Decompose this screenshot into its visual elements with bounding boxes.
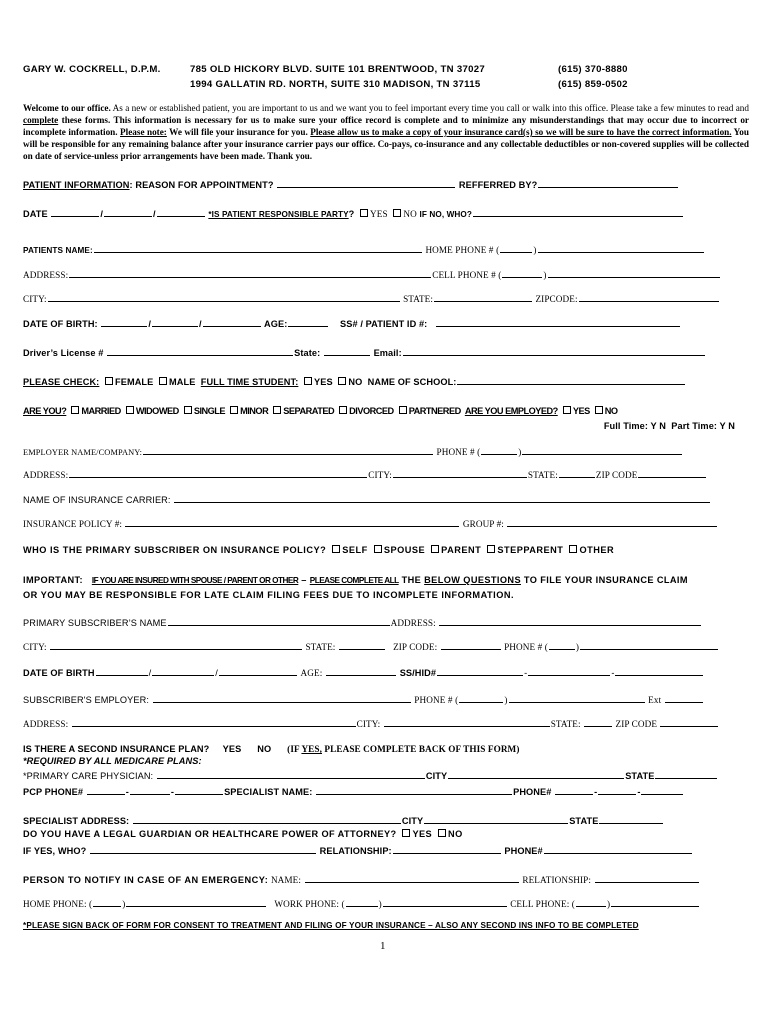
employed-no-checkbox[interactable] [595, 406, 603, 414]
guardian-relationship-field[interactable] [393, 845, 501, 854]
dob-label: DATE OF BIRTH: [23, 319, 98, 329]
welcome-complete: complete [23, 115, 59, 125]
drivers-license-field[interactable] [107, 347, 293, 356]
married-label: MARRIED [81, 406, 121, 416]
subscriber-employer-city-label: CITY: [356, 719, 381, 729]
second-insurance-row [23, 744, 747, 755]
guardian-phone-field[interactable] [544, 845, 692, 854]
pcp-phone-label: PCP PHONE# [23, 787, 84, 797]
subscriber-age-label: AGE: [300, 668, 323, 678]
dob-row: DATE OF BIRTH: / / AGE: SS# / PATIENT ID #: [23, 318, 747, 330]
primary-care-label: *PRIMARY CARE PHYSICIAN: [23, 771, 154, 781]
group-field[interactable] [507, 518, 717, 527]
office-phone-1: (615) 370-8880 [558, 64, 628, 75]
email-label: Email: [373, 348, 402, 358]
emergency-label: PERSON TO NOTIFY IN CASE OF AN EMERGENCY: [23, 875, 269, 885]
pcp-phone-3-field[interactable] [175, 786, 223, 795]
important-row-2: OR YOU MAY BE RESPONSIBLE FOR LATE CLAIM FILING FEES DUE TO INCOMPLETE INFORMATION. [23, 590, 515, 600]
specialist-state-field[interactable] [599, 815, 663, 824]
primary-subscriber-name-field[interactable] [168, 617, 390, 626]
ss-hid-field-3[interactable] [615, 667, 703, 676]
employed-label: ARE YOU EMPLOYED? [464, 406, 558, 416]
city-label: CITY: [23, 294, 47, 304]
employer-address-row [23, 469, 747, 481]
insurance-carrier-label: NAME OF INSURANCE CARRIER: [23, 495, 171, 505]
emergency-home-phone-field[interactable] [126, 898, 266, 907]
partnered-checkbox[interactable] [399, 406, 407, 414]
minor-label: MINOR [240, 406, 269, 416]
zipcode-label: ZIPCODE: [535, 294, 578, 304]
emergency-contact-row [23, 874, 747, 886]
if-yes-word: YES, [301, 744, 323, 754]
guardian-phone-label: PHONE# [504, 846, 543, 856]
ss-hid-field-2[interactable] [528, 667, 610, 676]
employer-phone-area-field[interactable] [481, 446, 517, 455]
primary-care-row [23, 770, 747, 782]
employer-address-label: ADDRESS: [23, 470, 69, 480]
cell-phone-area-field[interactable] [502, 269, 542, 278]
welcome-text-4: You will be responsible for any remaining balance after your insurance carrier pays our office. [23, 127, 750, 149]
emergency-work-phone-label: WORK PHONE: [274, 899, 340, 909]
subscriber-employer-address-row [23, 718, 747, 730]
insurance-carrier-row [23, 494, 747, 506]
subscriber-employer-zip-field[interactable] [660, 718, 718, 727]
primary-subscriber-question: WHO IS THE PRIMARY SUBSCRIBER ON INSURANCE POLICY? [23, 545, 327, 555]
specialist-name-label: SPECIALIST NAME: [224, 787, 313, 797]
welcome-card-copy: Please allow us to make a copy of your insurance card(s) so we will be sure to have the correct information. [310, 127, 732, 137]
subscriber-employer-address-field[interactable] [72, 718, 356, 727]
welcome-text-1: As a new or established patient, you are important to us and we want you to feel important every time you call or walk into this office. Please take a few minutes to read and [110, 103, 749, 113]
welcome-please-note: Please note: [120, 127, 167, 137]
subscriber-address-label: ADDRESS: [390, 618, 436, 628]
dl-state-field[interactable] [324, 347, 370, 356]
welcome-text-2: these forms. This information is necessary for us to make sure your office record is complete and to minimize any misunderstandings that may occur due to incorrect or incomplete information. [23, 115, 749, 137]
separated-label: SEPARATED [283, 406, 335, 416]
pcp-state-field[interactable] [655, 770, 717, 779]
insurance-policy-field[interactable] [125, 518, 459, 527]
subscriber-employer-row: SUBSCRIBER'S EMPLOYER: PHONE # ( ) Ext [23, 694, 747, 706]
employer-field[interactable] [143, 446, 433, 455]
patients-name-label: PATIENTS NAME: [23, 246, 93, 255]
city-row [23, 293, 747, 305]
pcp-phone-row: PCP PHONE# - - SPECIALIST NAME: PHONE# - - [23, 786, 747, 798]
group-label: GROUP #: [462, 519, 504, 529]
subscriber-state-label: STATE: [305, 642, 336, 652]
widowed-checkbox[interactable] [126, 406, 134, 414]
emergency-work-area-field[interactable] [346, 898, 378, 907]
email-field[interactable] [403, 347, 705, 356]
other-label: OTHER [579, 545, 615, 555]
welcome-paragraph [23, 102, 749, 162]
responsible-yes-label: YES [370, 209, 388, 219]
important-below-questions: BELOW QUESTIONS [424, 575, 521, 585]
emergency-cell-phone-label: CELL PHONE: [510, 899, 570, 909]
pcp-city-label: CITY [425, 771, 448, 781]
specialist-phone-2-field[interactable] [598, 786, 636, 795]
student-no-label: NO [348, 377, 363, 387]
emergency-cell-phone-field[interactable] [611, 898, 699, 907]
second-plan-yes[interactable]: YES [222, 744, 242, 754]
employer-address-field[interactable] [69, 469, 367, 478]
specialist-address-field[interactable] [133, 815, 401, 824]
dob-year-field[interactable] [203, 318, 261, 327]
doctor-name: GARY W. COCKRELL, D.P.M. [23, 64, 161, 75]
important-dash: – [298, 575, 310, 585]
office-address-1: 785 OLD HICKORY BLVD. SUITE 101 BRENTWOOD, TN 37027 [190, 64, 486, 75]
subscriber-phone-area-field[interactable] [549, 641, 575, 650]
date-day-field[interactable] [104, 208, 152, 217]
home-phone-area-field[interactable] [500, 244, 532, 253]
welcome-text-5: Co-pays, co-insurance and any collectable deductibles or non-covered supplies will be collected on date of service-unless prior arrangements have been made. Thank you. [23, 139, 749, 161]
parent-label: PARENT [441, 545, 482, 555]
partnered-label: PARTNERED [408, 406, 461, 416]
state-field[interactable] [434, 293, 532, 302]
subscriber-city-field[interactable] [50, 641, 302, 650]
if-no-who-label: IF NO, WHO? [419, 210, 472, 219]
guardian-relationship-label: RELATIONSHIP: [319, 846, 392, 856]
employer-state-field[interactable] [559, 469, 595, 478]
primary-care-field[interactable] [157, 770, 425, 779]
guardian-who-field[interactable] [90, 845, 316, 854]
important-label: IMPORTANT: [23, 575, 83, 585]
employment-time-row [23, 421, 735, 432]
employer-zip-field[interactable] [638, 469, 706, 478]
ext-label: Ext [648, 695, 662, 705]
full-time-student-label: FULL TIME STUDENT: [200, 377, 299, 387]
zipcode-field[interactable] [579, 293, 719, 302]
pcp-phone-1-field[interactable] [87, 786, 125, 795]
office-phones [558, 62, 628, 92]
parent-checkbox[interactable] [431, 545, 439, 553]
important-row-1 [23, 575, 747, 586]
subscriber-dob-year-field[interactable] [219, 667, 297, 676]
student-no-checkbox[interactable] [338, 377, 346, 385]
subscriber-employer-state-field[interactable] [584, 718, 612, 727]
guardian-question: DO YOU HAVE A LEGAL GUARDIAN OR HEALTHCARE POWER OF ATTORNEY? [23, 829, 397, 839]
subscriber-dob-month-field[interactable] [96, 667, 148, 676]
employed-yes-label: YES [572, 406, 590, 416]
specialist-address-row [23, 815, 747, 827]
date-month-field[interactable] [51, 208, 99, 217]
address-field[interactable] [69, 269, 431, 278]
subscriber-zip-field[interactable] [441, 641, 501, 650]
specialist-state-label: STATE [569, 816, 599, 826]
employer-phone-label: PHONE # [436, 447, 475, 457]
referred-label: REFFERRED BY? [458, 180, 538, 190]
specialist-city-label: CITY [401, 816, 424, 826]
employer-city-field[interactable] [393, 469, 527, 478]
separated-checkbox[interactable] [273, 406, 281, 414]
male-label: MALE [169, 377, 196, 387]
emergency-relationship-field[interactable] [595, 874, 699, 883]
ss-patient-id-label: SS# / PATIENT ID #: [340, 319, 428, 329]
specialist-city-field[interactable] [424, 815, 568, 824]
guardian-yes-label: YES [412, 829, 433, 839]
female-checkbox[interactable] [105, 377, 113, 385]
emergency-home-phone-label: HOME PHONE: [23, 899, 87, 909]
subscriber-employer-city-field[interactable] [384, 718, 550, 727]
stepparent-label: STEPPARENT [497, 545, 564, 555]
referred-field[interactable] [538, 179, 678, 188]
page-number: 1 [380, 940, 386, 952]
school-name-field[interactable] [457, 376, 685, 385]
subscriber-dob-day-field[interactable] [152, 667, 214, 676]
subscriber-city-label: CITY: [23, 642, 47, 652]
emergency-cell-area-field[interactable] [576, 898, 606, 907]
date-row: DATE / / *IS PATIENT RESPONSIBLE PARTY? YES NO IF NO, WHO? [23, 208, 747, 220]
subscriber-phone-label: PHONE # [504, 642, 543, 652]
widowed-label: WIDOWED [135, 406, 179, 416]
important-late-fees: OR YOU MAY BE RESPONSIBLE FOR LATE CLAIM FILING FEES DUE TO INCOMPLETE INFORMATION [23, 590, 511, 600]
subscriber-dob-row: DATE OF BIRTH / / AGE: SS/HID# - - [23, 667, 747, 679]
important-insured-text: IF YOU ARE INSURED WITH SPOUSE / PARENT OR OTHER [91, 576, 299, 585]
male-checkbox[interactable] [159, 377, 167, 385]
patients-name-field[interactable] [94, 244, 422, 253]
medicare-required-note: *REQUIRED BY ALL MEDICARE PLANS: [23, 756, 202, 766]
sign-back-note [23, 920, 747, 931]
subscriber-employer-phone-field[interactable] [509, 694, 645, 703]
stepparent-checkbox[interactable] [487, 545, 495, 553]
responsible-party-label: *IS PATIENT RESPONSIBLE PARTY [208, 210, 349, 219]
dl-state-label: State: [294, 348, 321, 358]
self-label: SELF [342, 545, 368, 555]
responsible-no-label: NO [403, 209, 417, 219]
office-address-2: 1994 GALLATIN RD. NORTH, SUITE 310 MADISON, TN 37115 [190, 79, 481, 90]
subscriber-state-field[interactable] [339, 641, 385, 650]
primary-subscriber-question-row [23, 545, 747, 556]
patient-info-row [23, 179, 747, 191]
are-you-label: ARE YOU? [23, 406, 67, 416]
student-yes-label: YES [314, 377, 333, 387]
subscriber-employer-address-label: ADDRESS: [23, 719, 69, 729]
subscriber-employer-zip-label: ZIP CODE [615, 719, 658, 729]
reason-field[interactable] [277, 179, 455, 188]
part-time-label[interactable]: Part Time: Y N [671, 421, 735, 431]
medicare-note-row [23, 756, 747, 767]
important-file-claim: TO FILE YOUR INSURANCE CLAIM [520, 575, 688, 585]
female-label: FEMALE [115, 377, 154, 387]
patient-info-heading: PATIENT INFORMATION [23, 180, 130, 190]
ss-hid-field-1[interactable] [437, 667, 523, 676]
home-phone-label: HOME PHONE # [425, 245, 494, 255]
second-plan-no[interactable]: NO [257, 744, 272, 754]
emergency-work-phone-field[interactable] [383, 898, 507, 907]
pcp-phone-2-field[interactable] [130, 786, 170, 795]
insurance-policy-label: INSURANCE POLICY #: [23, 519, 123, 529]
date-label: DATE [23, 209, 48, 219]
if-no-who-field[interactable] [473, 208, 683, 217]
employed-yes-checkbox[interactable] [563, 406, 571, 414]
drivers-license-label: Driver’s License # [23, 348, 104, 358]
ss-patient-id-field[interactable] [436, 318, 680, 327]
minor-checkbox[interactable] [230, 406, 238, 414]
insurance-carrier-field[interactable] [174, 494, 710, 503]
self-checkbox[interactable] [332, 545, 340, 553]
date-year-field[interactable] [157, 208, 205, 217]
subscriber-employer-field[interactable] [153, 694, 411, 703]
subscriber-zip-label: ZIP CODE: [393, 642, 438, 652]
pcp-city-field[interactable] [448, 770, 624, 779]
subscriber-employer-label: SUBSCRIBER'S EMPLOYER: [23, 695, 149, 705]
subscriber-city-row: CITY: STATE: ZIP CODE: PHONE # ( ) [23, 641, 747, 653]
emergency-home-area-field[interactable] [93, 898, 121, 907]
married-checkbox[interactable] [71, 406, 79, 414]
address-row: ADDRESS: CELL PHONE # ( ) [23, 269, 747, 281]
cell-phone-label: CELL PHONE # [432, 270, 496, 280]
employer-city-label: CITY: [368, 470, 392, 480]
subscriber-address-field[interactable] [439, 617, 701, 626]
insurance-policy-row [23, 518, 747, 530]
single-checkbox[interactable] [184, 406, 192, 414]
employer-label: EMPLOYER NAME/COMPANY: [23, 448, 143, 457]
subscriber-employer-state-label: STATE: [550, 719, 581, 729]
employer-row: EMPLOYER NAME/COMPANY: PHONE # ( ) [23, 446, 747, 458]
ss-hid-label: SS/HID# [399, 668, 437, 678]
emergency-name-label: NAME: [270, 875, 302, 885]
emergency-relationship-label: RELATIONSHIP: [522, 875, 592, 885]
state-label: STATE: [403, 294, 434, 304]
patients-name-row: PATIENTS NAME: HOME PHONE # ( ) [23, 244, 747, 256]
dob-day-field[interactable] [152, 318, 198, 327]
employer-phone-field[interactable] [522, 446, 682, 455]
guardian-who-label: IF YES, WHO? [23, 846, 87, 856]
emergency-phones-row: HOME PHONE: ( ) WORK PHONE: ( ) CELL PHONE: ( ) [23, 898, 747, 910]
city-field[interactable] [48, 293, 400, 302]
student-yes-checkbox[interactable] [304, 377, 312, 385]
subscriber-age-field[interactable] [326, 667, 396, 676]
sign-back-text: *PLEASE SIGN BACK OF FORM FOR CONSENT TO TREATMENT AND FILING OF YOUR INSURANCE – ALSO ANY SECOND INS INFO TO BE COMPLETED [23, 921, 639, 930]
age-label: AGE: [264, 319, 288, 329]
home-phone-field[interactable] [538, 244, 704, 253]
subscriber-employer-phone-label: PHONE # [414, 695, 453, 705]
important-the: THE [398, 575, 425, 585]
specialist-phone-label: PHONE# [513, 787, 552, 797]
ext-field[interactable] [665, 694, 703, 703]
guardian-no-checkbox[interactable] [438, 829, 446, 837]
important-complete-all: PLEASE COMPLETE ALL [309, 576, 399, 585]
subscriber-phone-field[interactable] [580, 641, 718, 650]
welcome-text-3: We will file your insurance for you. [166, 127, 311, 137]
emergency-name-field[interactable] [305, 874, 519, 883]
guardian-row [23, 829, 747, 840]
drivers-license-row [23, 347, 747, 359]
if-yes-open: (IF [287, 744, 302, 754]
employer-state-label: STATE: [527, 470, 558, 480]
divorced-label: DIVORCED [349, 406, 394, 416]
guardian-who-row [23, 845, 747, 857]
employed-no-label: NO [604, 406, 618, 416]
please-check-label: PLEASE CHECK: [23, 377, 100, 387]
subscriber-employer-phone-area-field[interactable] [459, 694, 503, 703]
full-time-label[interactable]: Full Time: Y N [603, 421, 666, 431]
school-name-label: NAME OF SCHOOL: [367, 377, 457, 387]
responsible-no-checkbox[interactable] [393, 209, 401, 217]
single-label: SINGLE [193, 406, 226, 416]
divorced-checkbox[interactable] [339, 406, 347, 414]
specialist-address-label: SPECIALIST ADDRESS: [23, 816, 130, 826]
guardian-no-label: NO [448, 829, 463, 839]
responsible-yes-checkbox[interactable] [360, 209, 368, 217]
second-plan-label: IS THERE A SECOND INSURANCE PLAN? [23, 744, 210, 754]
dob-month-field[interactable] [101, 318, 147, 327]
primary-subscriber-name-row [23, 617, 747, 629]
office-addresses [190, 62, 485, 92]
reason-label: : REASON FOR APPOINTMENT? [129, 180, 274, 190]
subscriber-dob-label: DATE OF BIRTH [23, 668, 95, 678]
address-label: ADDRESS: [23, 270, 69, 280]
pcp-state-label: STATE [625, 771, 655, 781]
please-check-row [23, 376, 747, 388]
spouse-checkbox[interactable] [374, 545, 382, 553]
primary-subscriber-name-label: PRIMARY SUBSCRIBER’S NAME [23, 618, 167, 628]
other-checkbox[interactable] [569, 545, 577, 553]
welcome-lead: Welcome to our office. [23, 103, 111, 113]
spouse-label: SPOUSE [383, 545, 426, 555]
specialist-phone-3-field[interactable] [641, 786, 683, 795]
specialist-phone-1-field[interactable] [555, 786, 593, 795]
age-field[interactable] [288, 318, 328, 327]
cell-phone-field[interactable] [548, 269, 720, 278]
guardian-yes-checkbox[interactable] [402, 829, 410, 837]
are-you-row [23, 406, 747, 417]
office-phone-2: (615) 859-0502 [558, 79, 628, 90]
employer-zip-label: ZIP CODE [595, 470, 638, 480]
if-yes-complete-back: PLEASE COMPLETE BACK OF THIS FORM) [322, 744, 520, 754]
specialist-name-field[interactable] [316, 786, 512, 795]
